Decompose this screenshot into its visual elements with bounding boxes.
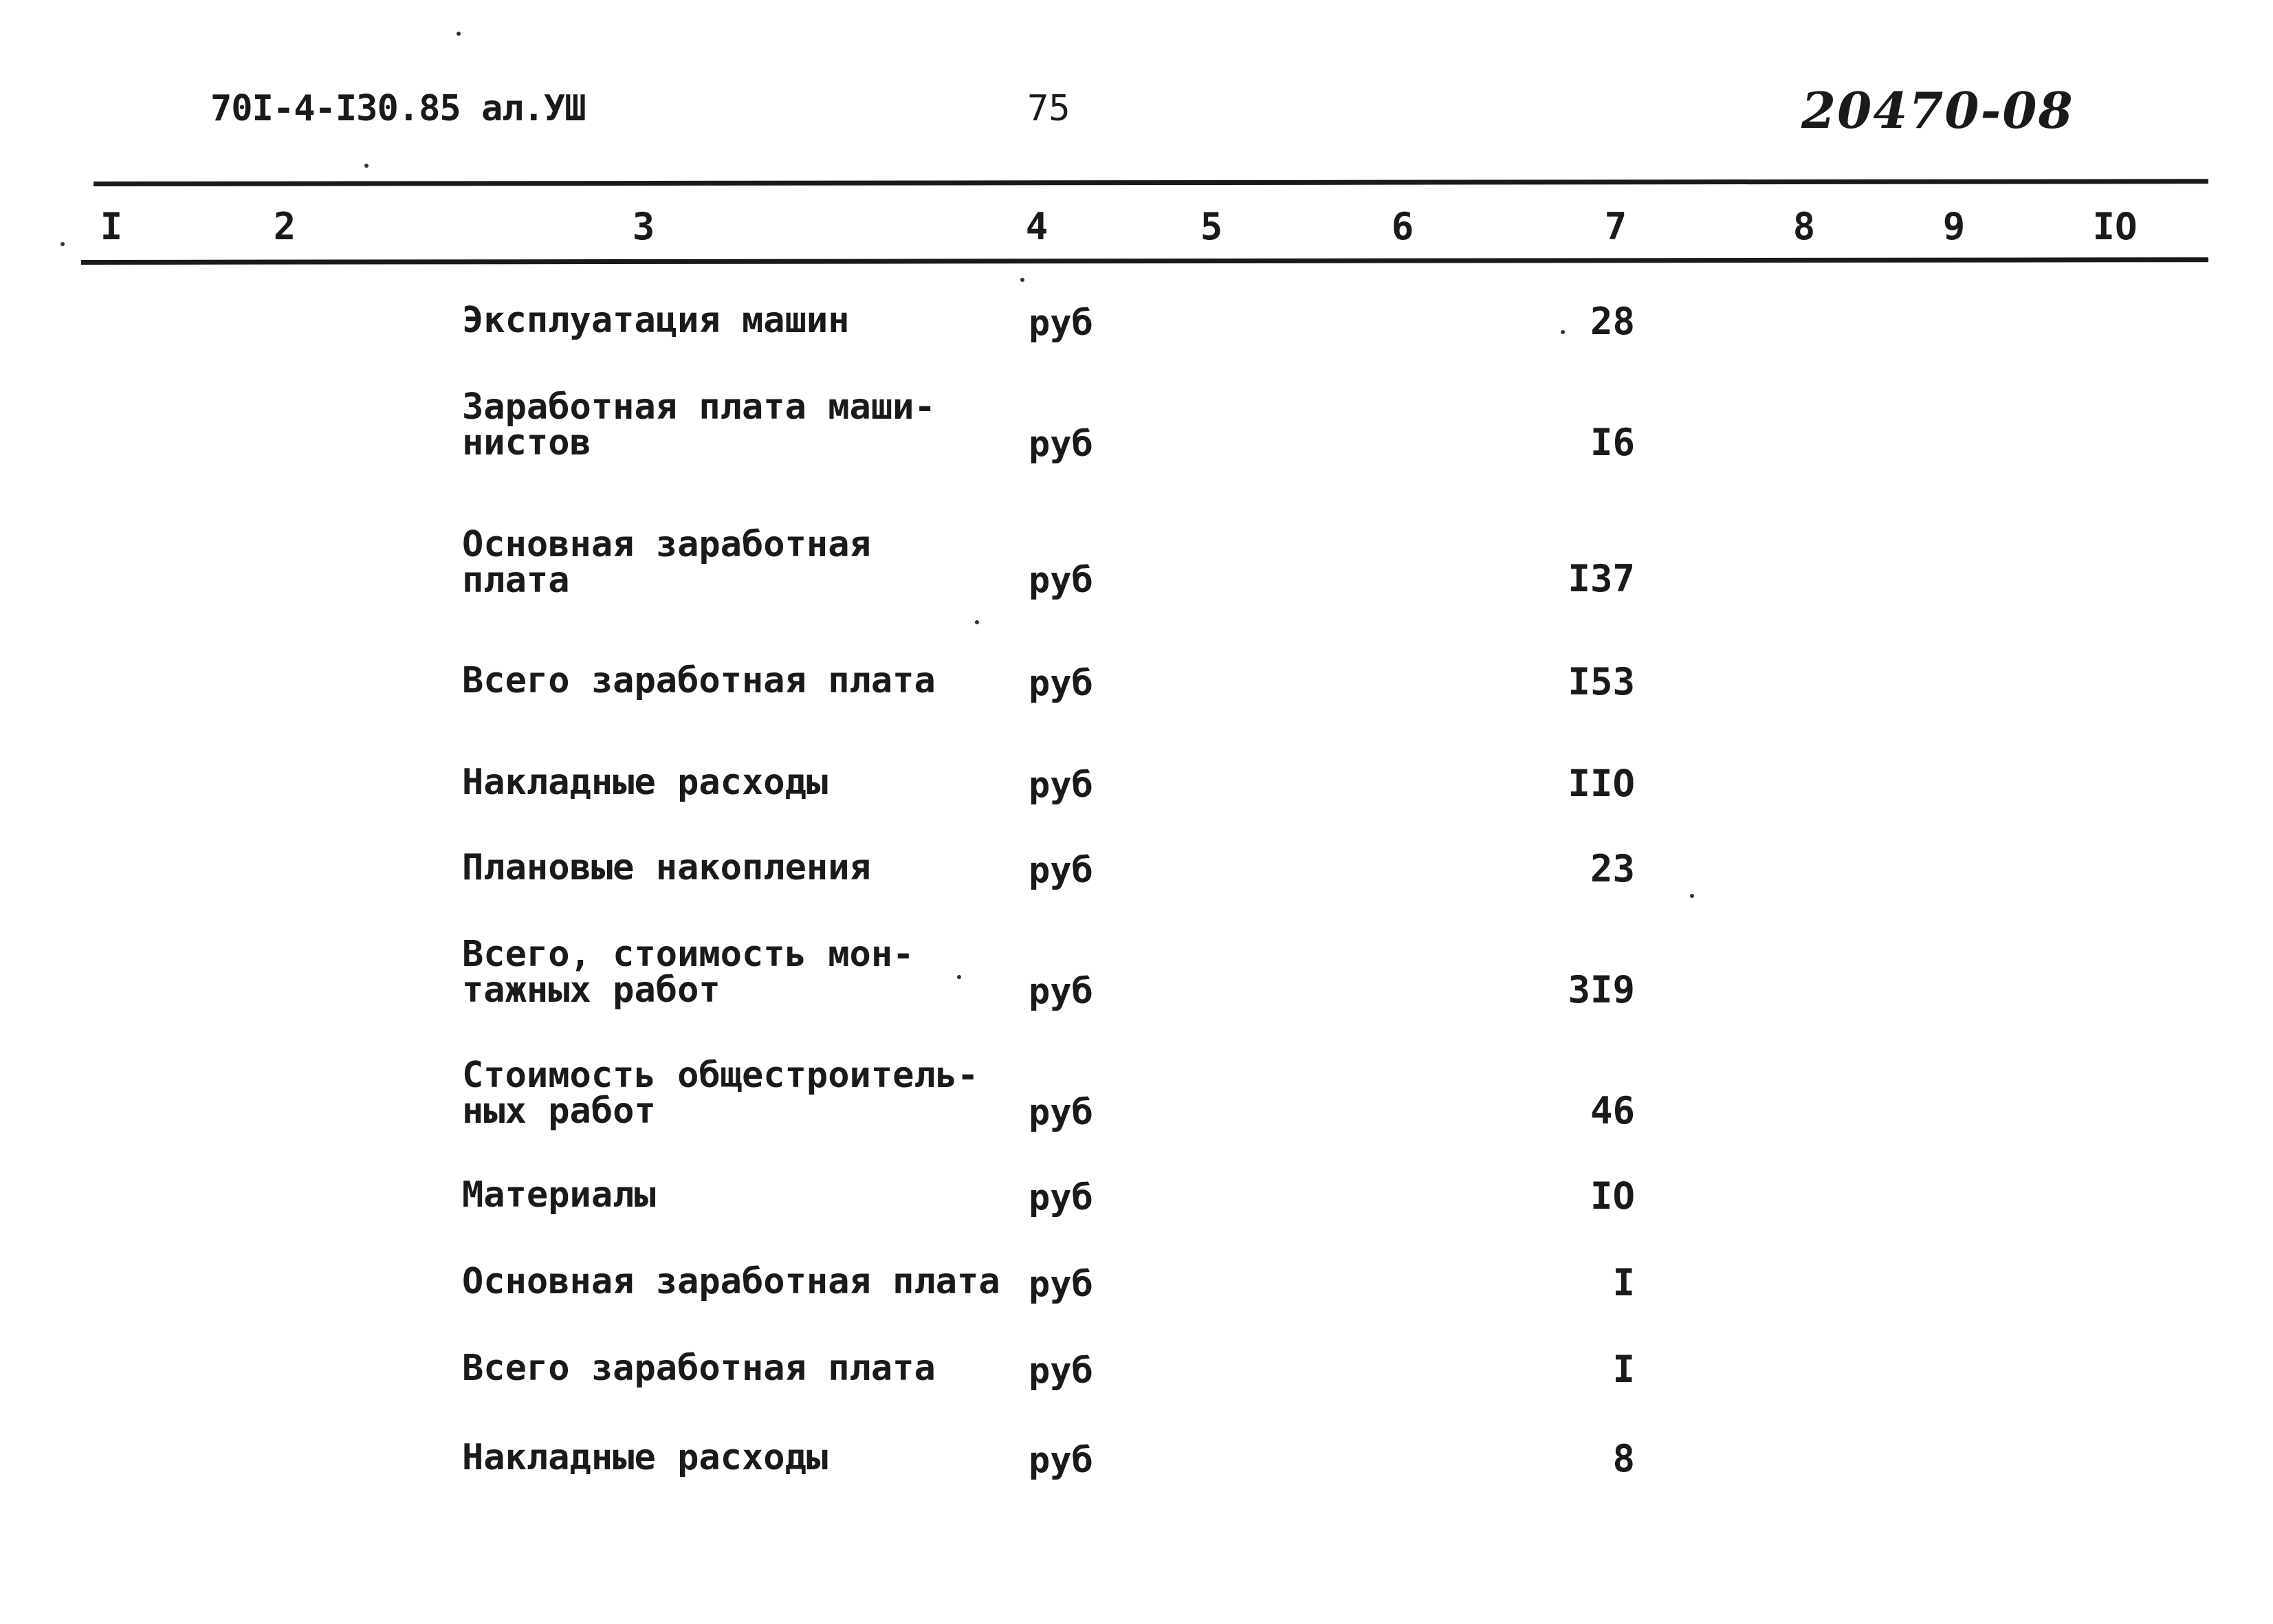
row-unit: руб <box>1029 971 1093 1012</box>
row-item-name: Плановые накопления <box>462 847 871 888</box>
scan-speck <box>1561 330 1565 334</box>
row-item-name: Стоимость общестроитель- ных работ <box>462 1055 979 1132</box>
row-item-name: Накладные расходы <box>462 1437 828 1478</box>
row-unit: руб <box>1029 424 1093 465</box>
row-value: I <box>1612 1261 1635 1304</box>
row-unit: руб <box>1029 1264 1093 1305</box>
row-item-name: Всего, стоимость мон- тажных работ <box>462 934 914 1011</box>
row-unit: руб <box>1029 1177 1093 1218</box>
row-value: I6 <box>1590 421 1635 464</box>
row-value: 23 <box>1590 847 1635 890</box>
row-item-name: Накладные расходы <box>462 762 828 803</box>
page-number: 75 <box>1027 88 1070 129</box>
scan-speck <box>957 975 961 979</box>
row-item-name: Заработная плата маши- нистов <box>462 386 936 463</box>
row-value: IO <box>1590 1174 1635 1218</box>
row-item-name: Всего заработная плата <box>462 1348 936 1389</box>
scan-speck <box>61 242 65 246</box>
row-value: 46 <box>1590 1089 1635 1132</box>
row-item-name: Основная заработная плата <box>462 524 871 601</box>
column-header-8: 8 <box>1792 205 1816 248</box>
row-item-name: Материалы <box>462 1174 656 1216</box>
row-unit: руб <box>1029 765 1093 806</box>
row-unit: руб <box>1029 1350 1093 1392</box>
document-code: 70I-4-I30.85 ал.УШ <box>210 88 586 129</box>
row-value: 8 <box>1612 1437 1635 1480</box>
column-header-9: 9 <box>1942 205 1966 248</box>
scan-speck <box>1020 278 1024 282</box>
row-value: IIO <box>1568 762 1635 805</box>
column-header-10: IO <box>2092 205 2138 248</box>
column-header-6: 6 <box>1391 205 1414 248</box>
row-unit: руб <box>1029 560 1093 601</box>
scan-speck <box>1690 894 1694 898</box>
column-header-7: 7 <box>1604 205 1627 248</box>
table-top-rule <box>94 179 2208 186</box>
row-value: I53 <box>1568 660 1635 703</box>
row-item-name: Эксплуатация машин <box>462 300 850 341</box>
row-unit: руб <box>1029 303 1093 344</box>
row-value: 28 <box>1590 300 1635 343</box>
scan-speck <box>975 620 979 624</box>
row-unit: руб <box>1029 663 1093 704</box>
row-unit: руб <box>1029 850 1093 891</box>
handwritten-number: 20470-08 <box>1801 81 2074 140</box>
column-header-1: I <box>100 205 123 248</box>
table-header-bottom-rule <box>81 257 2208 265</box>
row-item-name: Основная заработная плата <box>462 1261 1000 1302</box>
column-header-2: 2 <box>273 205 296 248</box>
scan-speck <box>364 164 369 168</box>
column-header-5: 5 <box>1200 205 1223 248</box>
column-header-4: 4 <box>1025 205 1048 248</box>
column-header-3: 3 <box>632 205 655 248</box>
row-value: 3I9 <box>1568 968 1635 1011</box>
scan-speck <box>457 32 461 36</box>
row-unit: руб <box>1029 1440 1093 1481</box>
row-value: I37 <box>1568 557 1635 600</box>
row-value: I <box>1612 1348 1635 1391</box>
row-unit: руб <box>1029 1092 1093 1133</box>
row-item-name: Всего заработная плата <box>462 660 936 701</box>
